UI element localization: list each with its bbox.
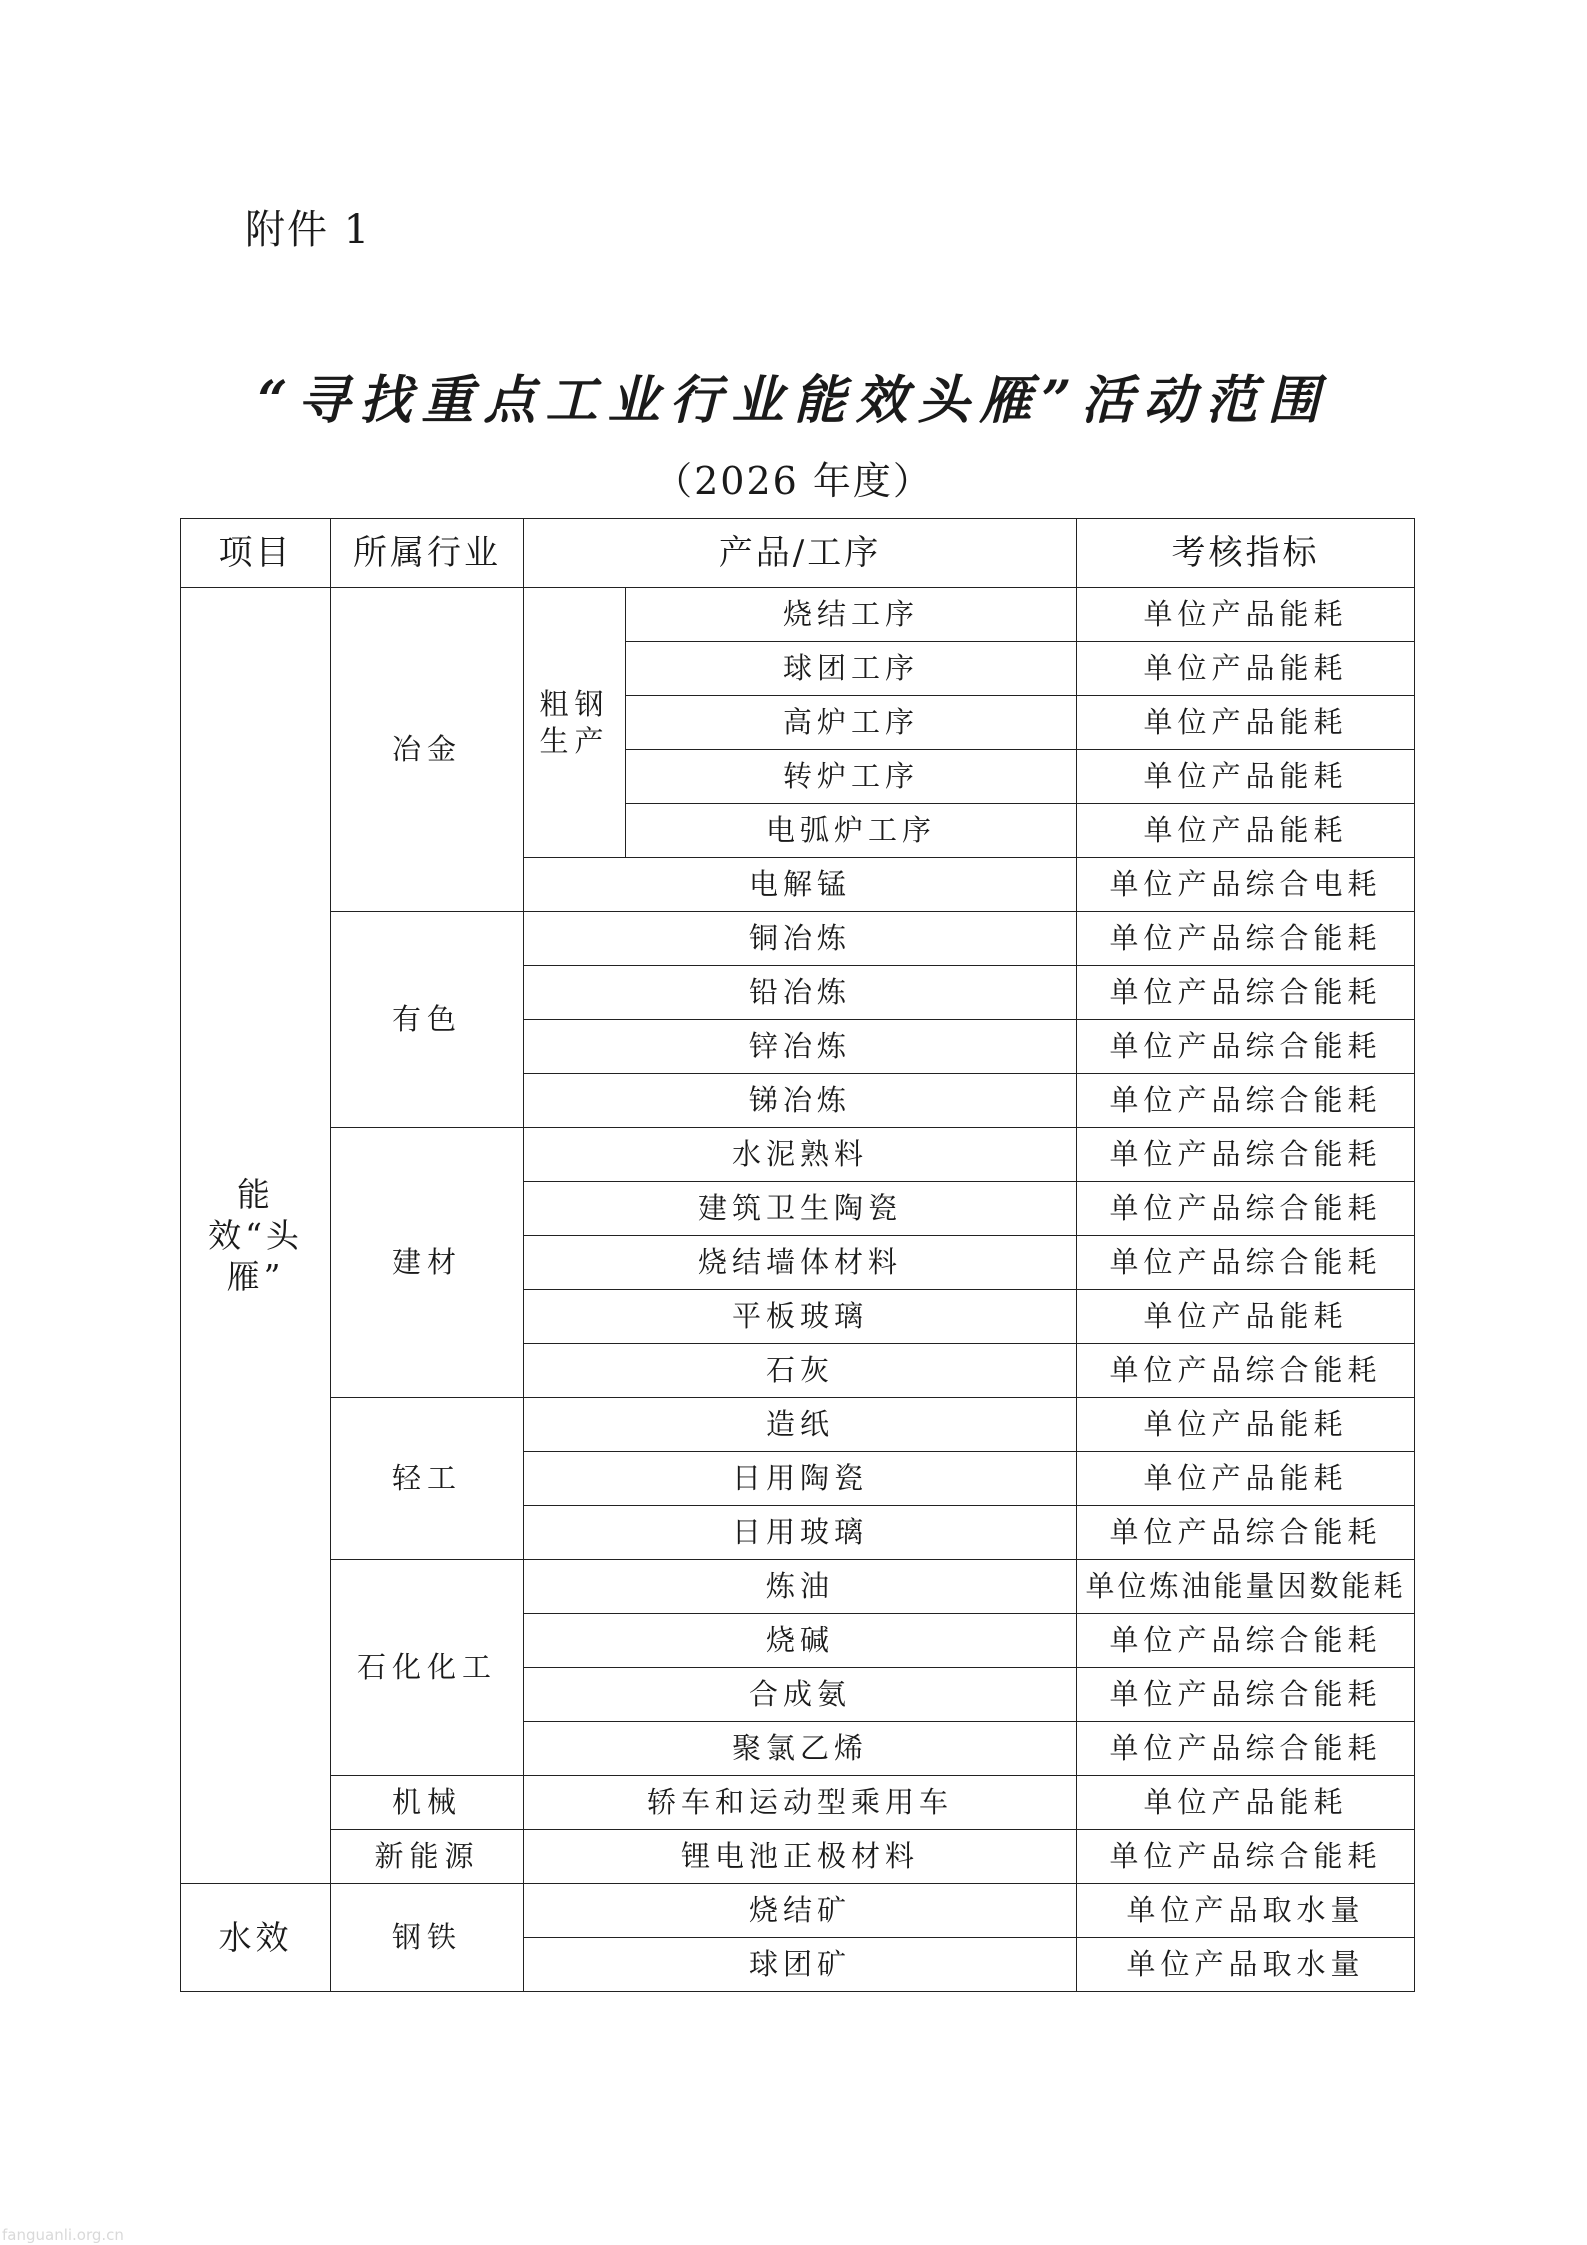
subgroup-crude-steel-cell xyxy=(524,588,626,858)
product-cell: 烧结矿 xyxy=(524,1884,1077,1938)
indicator-cell: 单位产品能耗 xyxy=(1077,804,1415,858)
indicator-cell: 单位产品综合能耗 xyxy=(1077,1614,1415,1668)
indicator-cell: 单位产品综合能耗 xyxy=(1077,1128,1415,1182)
product-cell: 烧结工序 xyxy=(626,588,1077,642)
indicator-cell: 单位炼油能量因数能耗 xyxy=(1077,1560,1415,1614)
product-cell: 石灰 xyxy=(524,1344,1077,1398)
indicator-cell: 单位产品综合能耗 xyxy=(1077,1074,1415,1128)
table-row xyxy=(181,1776,1415,1830)
table-row xyxy=(181,1830,1415,1884)
industry-building: 建材 xyxy=(331,1128,524,1398)
table-row xyxy=(181,1398,1415,1452)
industry-new-energy: 新能源 xyxy=(331,1830,524,1884)
table-row xyxy=(181,588,1415,642)
product-cell: 铜冶炼 xyxy=(524,912,1077,966)
product-cell: 电解锰 xyxy=(524,858,1077,912)
table-row xyxy=(181,912,1415,966)
header-product: 产品/工序 xyxy=(524,519,1077,588)
indicator-cell: 单位产品综合能耗 xyxy=(1077,1344,1415,1398)
document-subtitle: （2026 年度） xyxy=(654,459,933,503)
product-cell: 日用玻璃 xyxy=(524,1506,1077,1560)
document-title: “寻找重点工业行业能效头雁”活动范围 xyxy=(257,370,1330,431)
category-energy: 能效“头雁” xyxy=(208,1174,303,1297)
table-row xyxy=(181,1560,1415,1614)
subgroup-crude-steel: 粗钢生产 xyxy=(539,687,610,758)
header-industry: 所属行业 xyxy=(331,519,524,588)
industry-machinery: 机械 xyxy=(331,1776,524,1830)
indicator-cell: 单位产品综合能耗 xyxy=(1077,1722,1415,1776)
industry-light: 轻工 xyxy=(331,1398,524,1560)
product-cell: 水泥熟料 xyxy=(524,1128,1077,1182)
watermark-text: fanguanli.org.cn xyxy=(2,2226,124,2244)
product-cell: 炼油 xyxy=(524,1560,1077,1614)
industry-nonferrous: 有色 xyxy=(331,912,524,1128)
indicator-cell: 单位产品综合能耗 xyxy=(1077,912,1415,966)
indicator-cell: 单位产品能耗 xyxy=(1077,750,1415,804)
indicator-cell: 单位产品能耗 xyxy=(1077,588,1415,642)
industry-metallurgy: 冶金 xyxy=(331,588,524,912)
product-cell: 聚氯乙烯 xyxy=(524,1722,1077,1776)
category-energy-cell xyxy=(181,588,331,1884)
product-cell: 铅冶炼 xyxy=(524,966,1077,1020)
indicator-cell: 单位产品能耗 xyxy=(1077,1776,1415,1830)
product-cell: 球团工序 xyxy=(626,642,1077,696)
indicator-cell: 单位产品能耗 xyxy=(1077,1398,1415,1452)
product-cell: 合成氨 xyxy=(524,1668,1077,1722)
attachment-label: 附件 1 xyxy=(245,207,372,253)
indicator-cell: 单位产品综合能耗 xyxy=(1077,1020,1415,1074)
product-cell: 锌冶炼 xyxy=(524,1020,1077,1074)
product-cell: 锑冶炼 xyxy=(524,1074,1077,1128)
table-header-row xyxy=(181,519,1415,588)
product-cell: 转炉工序 xyxy=(626,750,1077,804)
category-water: 水效 xyxy=(181,1884,331,1992)
indicator-cell: 单位产品取水量 xyxy=(1077,1938,1415,1992)
indicator-cell: 单位产品能耗 xyxy=(1077,696,1415,750)
product-cell: 日用陶瓷 xyxy=(524,1452,1077,1506)
product-cell: 轿车和运动型乘用车 xyxy=(524,1776,1077,1830)
indicator-cell: 单位产品综合能耗 xyxy=(1077,1506,1415,1560)
header-indicator: 考核指标 xyxy=(1077,519,1415,588)
product-cell: 造纸 xyxy=(524,1398,1077,1452)
indicator-cell: 单位产品综合能耗 xyxy=(1077,1668,1415,1722)
indicator-cell: 单位产品综合能耗 xyxy=(1077,1236,1415,1290)
industry-steel: 钢铁 xyxy=(331,1884,524,1992)
indicator-cell: 单位产品能耗 xyxy=(1077,1290,1415,1344)
table-row xyxy=(181,1128,1415,1182)
product-cell: 建筑卫生陶瓷 xyxy=(524,1182,1077,1236)
indicator-cell: 单位产品综合能耗 xyxy=(1077,1830,1415,1884)
header-project: 项目 xyxy=(181,519,331,588)
product-cell: 球团矿 xyxy=(524,1938,1077,1992)
product-cell: 烧结墙体材料 xyxy=(524,1236,1077,1290)
product-cell: 电弧炉工序 xyxy=(626,804,1077,858)
indicator-cell: 单位产品综合电耗 xyxy=(1077,858,1415,912)
indicator-cell: 单位产品取水量 xyxy=(1077,1884,1415,1938)
table-row xyxy=(181,1884,1415,1938)
product-cell: 高炉工序 xyxy=(626,696,1077,750)
product-cell: 平板玻璃 xyxy=(524,1290,1077,1344)
industry-petrochem: 石化化工 xyxy=(331,1560,524,1776)
indicator-cell: 单位产品综合能耗 xyxy=(1077,966,1415,1020)
indicator-cell: 单位产品综合能耗 xyxy=(1077,1182,1415,1236)
indicator-cell: 单位产品能耗 xyxy=(1077,1452,1415,1506)
product-cell: 锂电池正极材料 xyxy=(524,1830,1077,1884)
scope-table xyxy=(180,518,1415,1992)
product-cell: 烧碱 xyxy=(524,1614,1077,1668)
indicator-cell: 单位产品能耗 xyxy=(1077,642,1415,696)
